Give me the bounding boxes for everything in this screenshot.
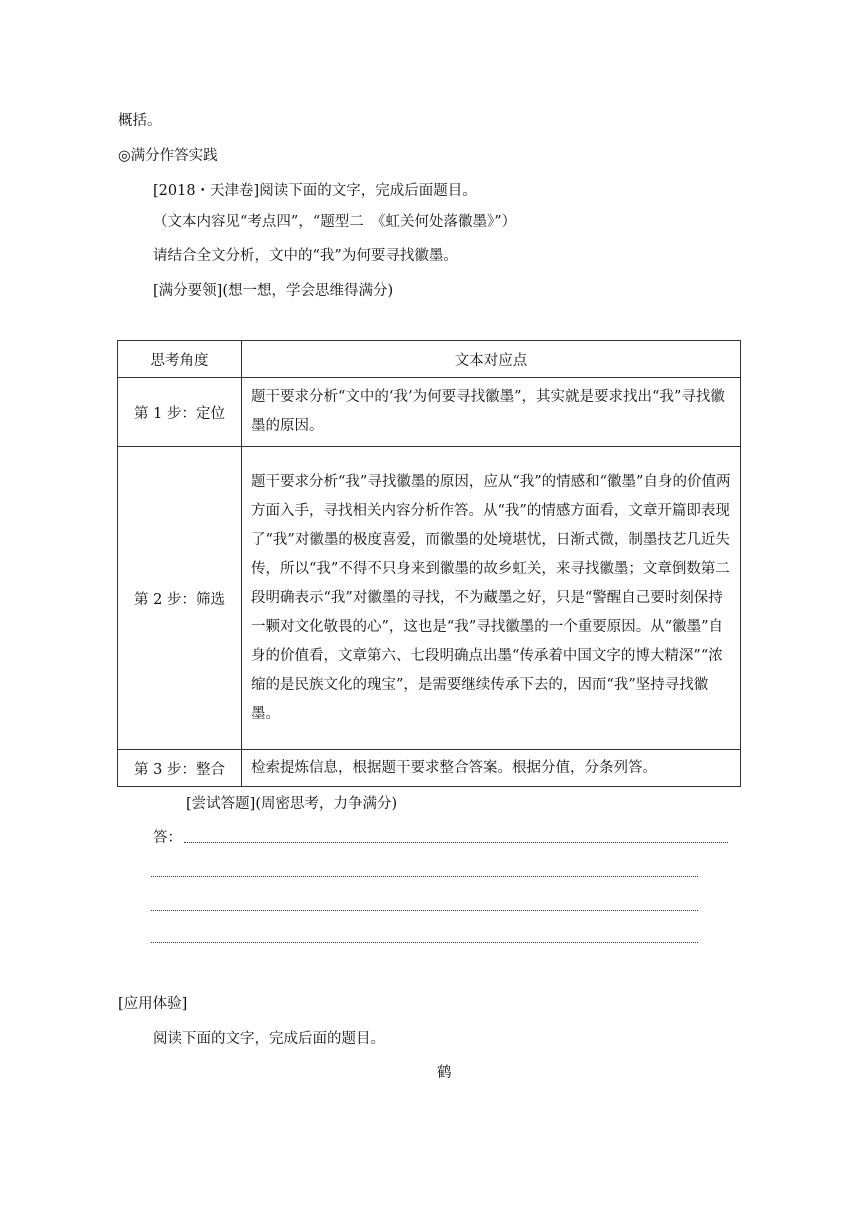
step-content (242, 447, 741, 750)
header-text-points: 文本对应点 (242, 341, 741, 378)
step-content-text: 检索提炼信息，根据题干要求整合答案。根据分值，分条列答。 (251, 759, 657, 776)
application-heading: [应用体验] (118, 996, 188, 1012)
answer-label: 答： (153, 830, 182, 846)
application-instruction: 阅读下面的文字，完成后面的题目。 (153, 1031, 385, 1047)
article-title: 鹤 (437, 1065, 452, 1081)
answer-line-2[interactable] (151, 876, 698, 877)
intro-tail-text: 概括。 (118, 113, 162, 129)
header-thinking-angle: 思考角度 (118, 341, 242, 378)
question-text: 请结合全文分析，文中的“我”为何要寻找徽墨。 (153, 248, 458, 264)
step-label: 第 3 步：整合 (118, 750, 242, 787)
source-line: [2018・天津卷]阅读下面的文字，完成后面题目。 (153, 183, 477, 199)
step-content-text: 题干要求分析“文中的‘我’为何要寻找徽墨”，其实就是要求找出“我”寻找徽墨的原因。 (251, 389, 725, 434)
table-row (118, 447, 741, 750)
answer-line-4[interactable] (151, 942, 698, 943)
answer-guide-table (117, 340, 741, 787)
table-header-row (118, 341, 741, 378)
step-content-text: 题干要求分析“我”寻找徽墨的原因，应从“我”的情感和“徽墨”自身的价值两方面入手，寻找相关内容分析作答。从“我”的情感方面看，文章开篇即表现了“我”对徽墨的极度喜爱，而徽墨的处境堪忧，日渐式微，制墨技艺几近失传，所以“我”不得不只身来到徽墨的故乡虹关，来寻找徽墨；文章倒数第二段明确表示“我”对徽墨的寻找，不为藏墨之好，只是“警醒自己要时刻保持一颗对文化敬畏的心”，这也是“我”寻找徽墨的一个重要原因。从“徽墨”自身的价值看，文章第六、七段明确点出墨“传承着中国文字的博大精深”“浓缩的是民族文化的瑰宝”，是需要继续传承下去的，因而“我”坚持寻找徽墨。 (251, 473, 731, 722)
step-content (242, 378, 741, 447)
reference-line: （文本内容见“考点四”，“题型二 《虹关何处落徽墨》”） (153, 214, 517, 230)
guidance-heading: [满分要领](想一想，学会思维得满分) (153, 283, 394, 299)
step-label: 第 1 步：定位 (118, 378, 242, 447)
section-heading: ◎满分作答实践 (118, 148, 218, 164)
step-content (242, 750, 741, 787)
step-label: 第 2 步：筛选 (118, 447, 242, 750)
answer-line-1[interactable] (184, 842, 728, 843)
table-row (118, 750, 741, 787)
answer-line-3[interactable] (151, 910, 698, 911)
table-row (118, 378, 741, 447)
attempt-heading: [尝试答题](周密思考，力争满分) (186, 796, 398, 812)
